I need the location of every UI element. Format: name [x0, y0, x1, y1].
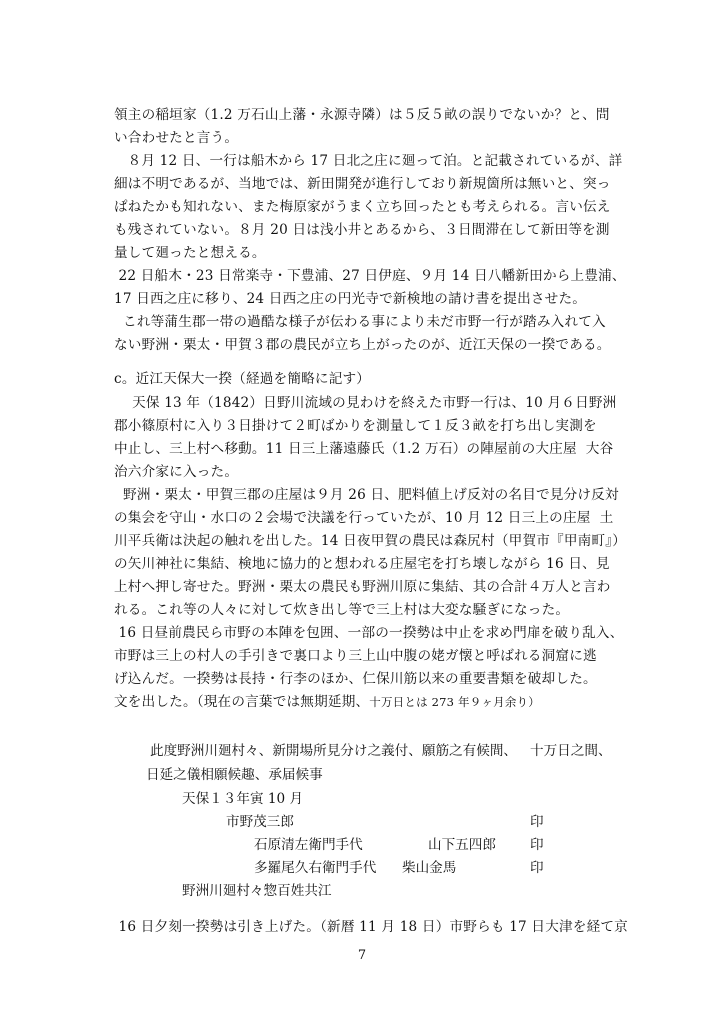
paragraph-line: これ等蒲生郡一帯の過酷な様子が伝わる事により未だ市野一行が踏み入れて入: [114, 314, 606, 330]
paragraph-line: 天保 13 年（1842）日野川流域の見わけを終えた市野一行は、10 月６日野洲: [114, 395, 617, 411]
seal-mark: 印: [530, 837, 544, 853]
signatory-name: 多羅尾久右衛門手代: [254, 860, 377, 876]
paragraph-line: 治六介家に入った。: [114, 464, 239, 480]
paragraph-line-main: 文を出した。（現在の言葉では無期延期、: [114, 694, 370, 710]
paragraph-line: 22 日船木・23 日常楽寺・下豊浦、27 日伊庭、９月 14 日八幡新田から上豊浦、: [114, 268, 626, 284]
paragraph-line: 細は不明であるが、当地では、新田開発が進行しており新規箇所は無いと、突っ: [114, 176, 611, 192]
document-addressee: 野洲川廻村々惣百姓共江: [182, 883, 332, 899]
signatory-name: 柴山金馬: [402, 860, 457, 876]
paragraph-line: 中止し、三上村へ移動。11 日三上藩遠藤氏（1.2 万石）の陣屋前の大庄屋 大谷: [114, 441, 614, 457]
document-quote-line: 此度野洲川廻村々、新開場所見分け之義付、願筋之有候間、 十万日之間、: [150, 743, 612, 759]
page-number: 7: [357, 948, 367, 963]
paragraph-line: 川平兵衛は決起の触れを出した。14 日夜甲賀の農民は森尻村（甲賀市『甲南町』）: [114, 533, 626, 549]
paragraph-line: い合わせたと言う。: [114, 130, 239, 146]
document-quote-line: 日延之儀相願候趣、承届候事: [146, 767, 323, 783]
paragraph-line: 上村へ押し寄せた。野洲・栗太の農民も野洲川原に集結、其の合計４万人と言わ: [114, 579, 611, 595]
section-heading: c。近江天保大一揆（経過を簡略に記す）: [114, 371, 371, 387]
paragraph-line: の集会を守山・水口の２会場で決議を行っていたが、10 月 12 日三上の庄屋 土: [114, 510, 614, 526]
paragraph-line: [114, 691, 674, 714]
paragraph-line: の矢川神社に集結、検地に協力的と想われる庄屋宅を打ち壊しながら 16 日、見: [114, 556, 610, 572]
signatory-name: 石原清左衛門手代: [254, 837, 363, 853]
paragraph-line: 量して廻ったと想える。: [114, 245, 266, 261]
paragraph-line: ない野洲・栗太・甲賀３郡の農民が立ち上がったのが、近江天保の一揆である。: [114, 337, 611, 353]
signatory-name: 山下五四郎: [428, 837, 496, 853]
paragraph-line: 16 日昼前農民ら市野の本陣を包囲、一部の一揆勢は中止を求め門扉を破り乱入、: [114, 625, 624, 641]
paragraph-line: 16 日夕刻一揆勢は引き上げた。（新暦 11 月 18 日）市野らも 17 日大津を経て京: [114, 919, 628, 935]
paragraph-line: 市野は三上の村人の手引きで裏口より三上山中腹の姥ガ懐と呼ばれる洞窟に逃: [114, 648, 597, 664]
paragraph-line: 郡小篠原村に入り３日掛けて２町ばかりを測量して１反３畝を打ち出し実測を: [114, 418, 597, 434]
document-date: 天保１３年寅 10 月: [182, 791, 304, 807]
paragraph-line: 17 日西之庄に移り、24 日西之庄の円光寺で新検地の請け書を提出させた。: [114, 291, 587, 307]
seal-mark: 印: [530, 814, 544, 830]
paragraph-line: れる。これ等の人々に対して炊き出し等で三上村は大変な騒ぎになった。: [114, 602, 570, 618]
paragraph-line: も残されていない。８月 20 日は浅小井とあるから、３日間滞在して新田等を測: [114, 222, 610, 238]
paragraph-line-small: 十万日とは 273 年９ヶ月余り）: [369, 695, 540, 709]
paragraph-line: げ込んだ。一揆勢は長持・行李のほか、仁保川筋以来の重要書類を破却した。: [114, 671, 597, 687]
paragraph-line: ぱねたかも知れない、また梅原家がうまく立ち回ったとも考えられる。言い伝え: [114, 199, 611, 215]
seal-mark: 印: [530, 860, 544, 876]
paragraph-line: ８月 12 日、一行は船木から 17 日北之庄に廻って泊。と記載されているが、詳: [114, 153, 623, 169]
signatory-name: 市野茂三郎: [226, 814, 294, 830]
paragraph-line: 野洲・栗太・甲賀三郡の庄屋は９月 26 日、肥料値上げ反対の名目で見分け反対: [114, 487, 619, 503]
paragraph-line: 領主の稲垣家（1.2 万石山上藩・永源寺隣）は５反５畝の誤りでないか？と、問: [114, 107, 610, 123]
